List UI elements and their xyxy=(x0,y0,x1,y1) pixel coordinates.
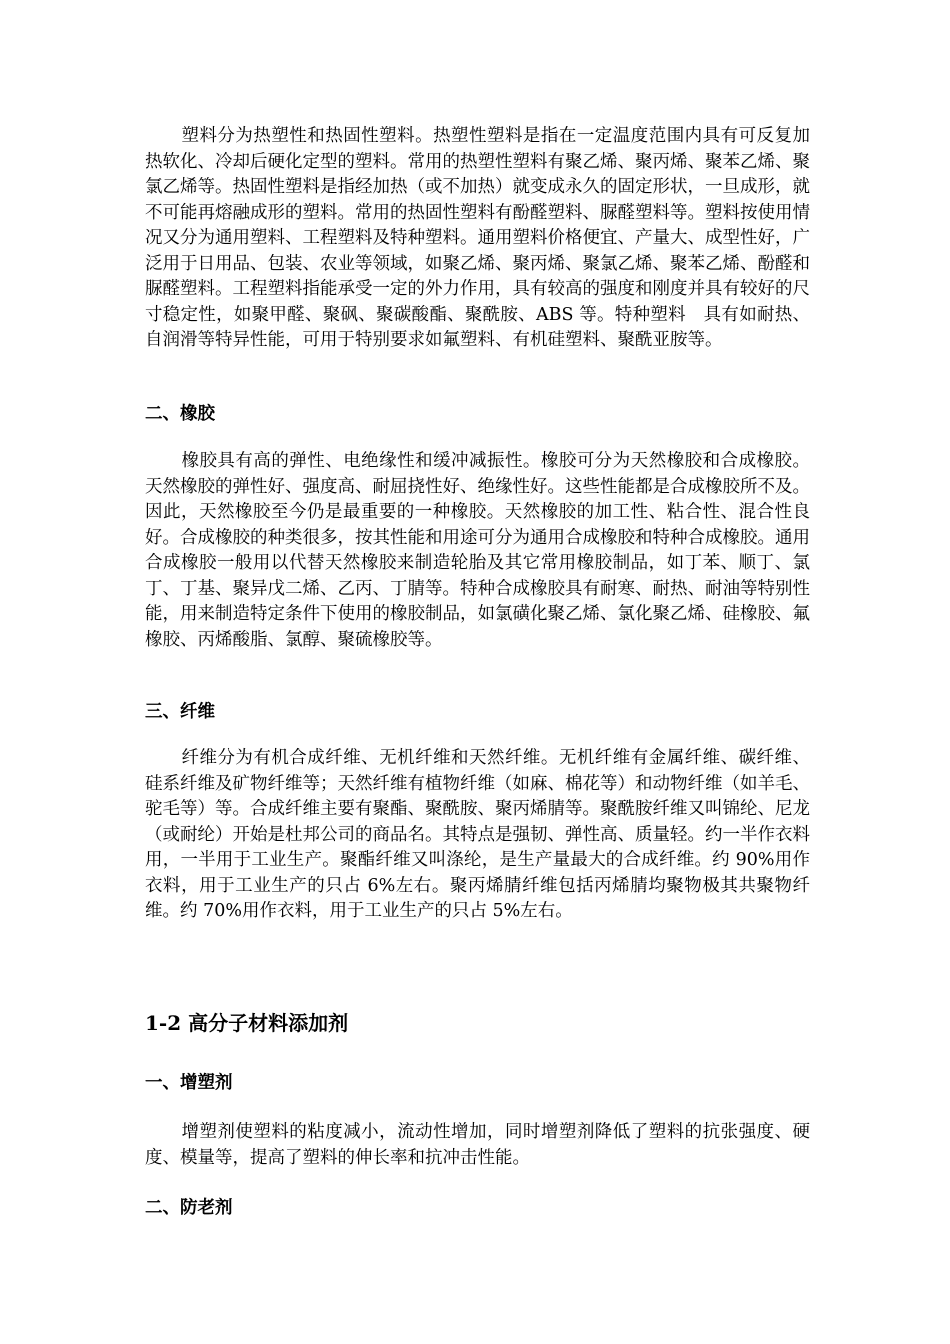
paragraph-rubber-text: 橡胶具有高的弹性、电绝缘性和缓冲减振性。橡胶可分为天然橡胶和合成橡胶。天然橡胶的弹性好、强度高、耐屈挠性好、绝缘性好。这些性能都是合成橡胶所不及。因此，天然橡胶至今仍是最重要的一种橡胶。天然橡胶的加工性、粘合性、混合性良好。合成橡胶的种类很多，按其性能和用途可分为通用合成橡胶和特种合成橡胶。通用合成橡胶一般用以代替天然橡胶来制造轮胎及其它常用橡胶制品，如丁苯、顺丁、氯丁、丁基、聚异戊二烯、乙丙、丁腈等。特种合成橡胶具有耐寒、耐热、耐油等特别性能，用来制造特定条件下使用的橡胶制品，如氯磺化聚乙烯、氯化聚乙烯、硅橡胶、氟橡胶、丙烯酸脂、氯醇、聚硫橡胶等。 xyxy=(145,451,810,650)
section-heading: 1-2 高分子材料添加剂 xyxy=(145,1011,349,1035)
heading-antiaging: 二、防老剂 xyxy=(145,1198,233,1218)
paragraph-rubber xyxy=(145,449,810,653)
heading-rubber: 二、橡胶 xyxy=(145,404,215,424)
paragraph-plastics-text: 塑料分为热塑性和热固性塑料。热塑性塑料是指在一定温度范围内具有可反复加热软化、冷却后硬化定型的塑料。常用的热塑性塑料有聚乙烯、聚丙烯、聚苯乙烯、聚氯乙烯等。热固性塑料是指经加热（或不加热）就变成永久的固定形状，一旦成形，就不可能再熔融成形的塑料。常用的热固性塑料有酚醛塑料、脲醛塑料等。塑料按使用情况又分为通用塑料、工程塑料及特种塑料。通用塑料价格便宜、产量大、成型性好，广泛用于日用品、包装、农业等领域，如聚乙烯、聚丙烯、聚氯乙烯、聚苯乙烯、酚醛和脲醛塑料。工程塑料指能承受一定的外力作用，具有较高的强度和刚度并具有较好的尺寸稳定性，如聚甲醛、聚砜、聚碳酸酯、聚酰胺、ABS 等。特种塑料 具有如耐热、自润滑等特异性能，可用于特别要求如氟塑料、有机硅塑料、聚酰亚胺等。 xyxy=(145,126,810,350)
heading-fiber: 三、纤维 xyxy=(145,702,215,722)
paragraph-fiber-text: 纤维分为有机合成纤维、无机纤维和天然纤维。无机纤维有金属纤维、碳纤维、硅系纤维及矿物纤维等；天然纤维有植物纤维（如麻、棉花等）和动物纤维（如羊毛、驼毛等）等。合成纤维主要有聚酯、聚酰胺、聚丙烯腈等。聚酰胺纤维又叫锦纶、尼龙（或耐纶）开始是杜邦公司的商品名。其特点是强韧、弹性高、质量轻。约一半作衣料用，一半用于工业生产。聚酯纤维又叫涤纶，是生产量最大的合成纤维。约 90%用作衣料，用于工业生产的只占 6%左右。聚丙烯腈纤维包括丙烯腈均聚物极其共聚物纤维。约 70%用作衣料，用于工业生产的只占 5%左右。 xyxy=(145,748,810,921)
paragraph-plastics xyxy=(145,124,810,354)
paragraph-plasticizer xyxy=(145,1120,810,1171)
heading-plasticizer: 一、增塑剂 xyxy=(145,1073,233,1093)
paragraph-plasticizer-text: 增塑剂使塑料的粘度减小，流动性增加，同时增塑剂降低了塑料的抗张强度、硬度、模量等，提高了塑料的伸长率和抗冲击性能。 xyxy=(145,1122,810,1168)
paragraph-fiber xyxy=(145,746,810,925)
